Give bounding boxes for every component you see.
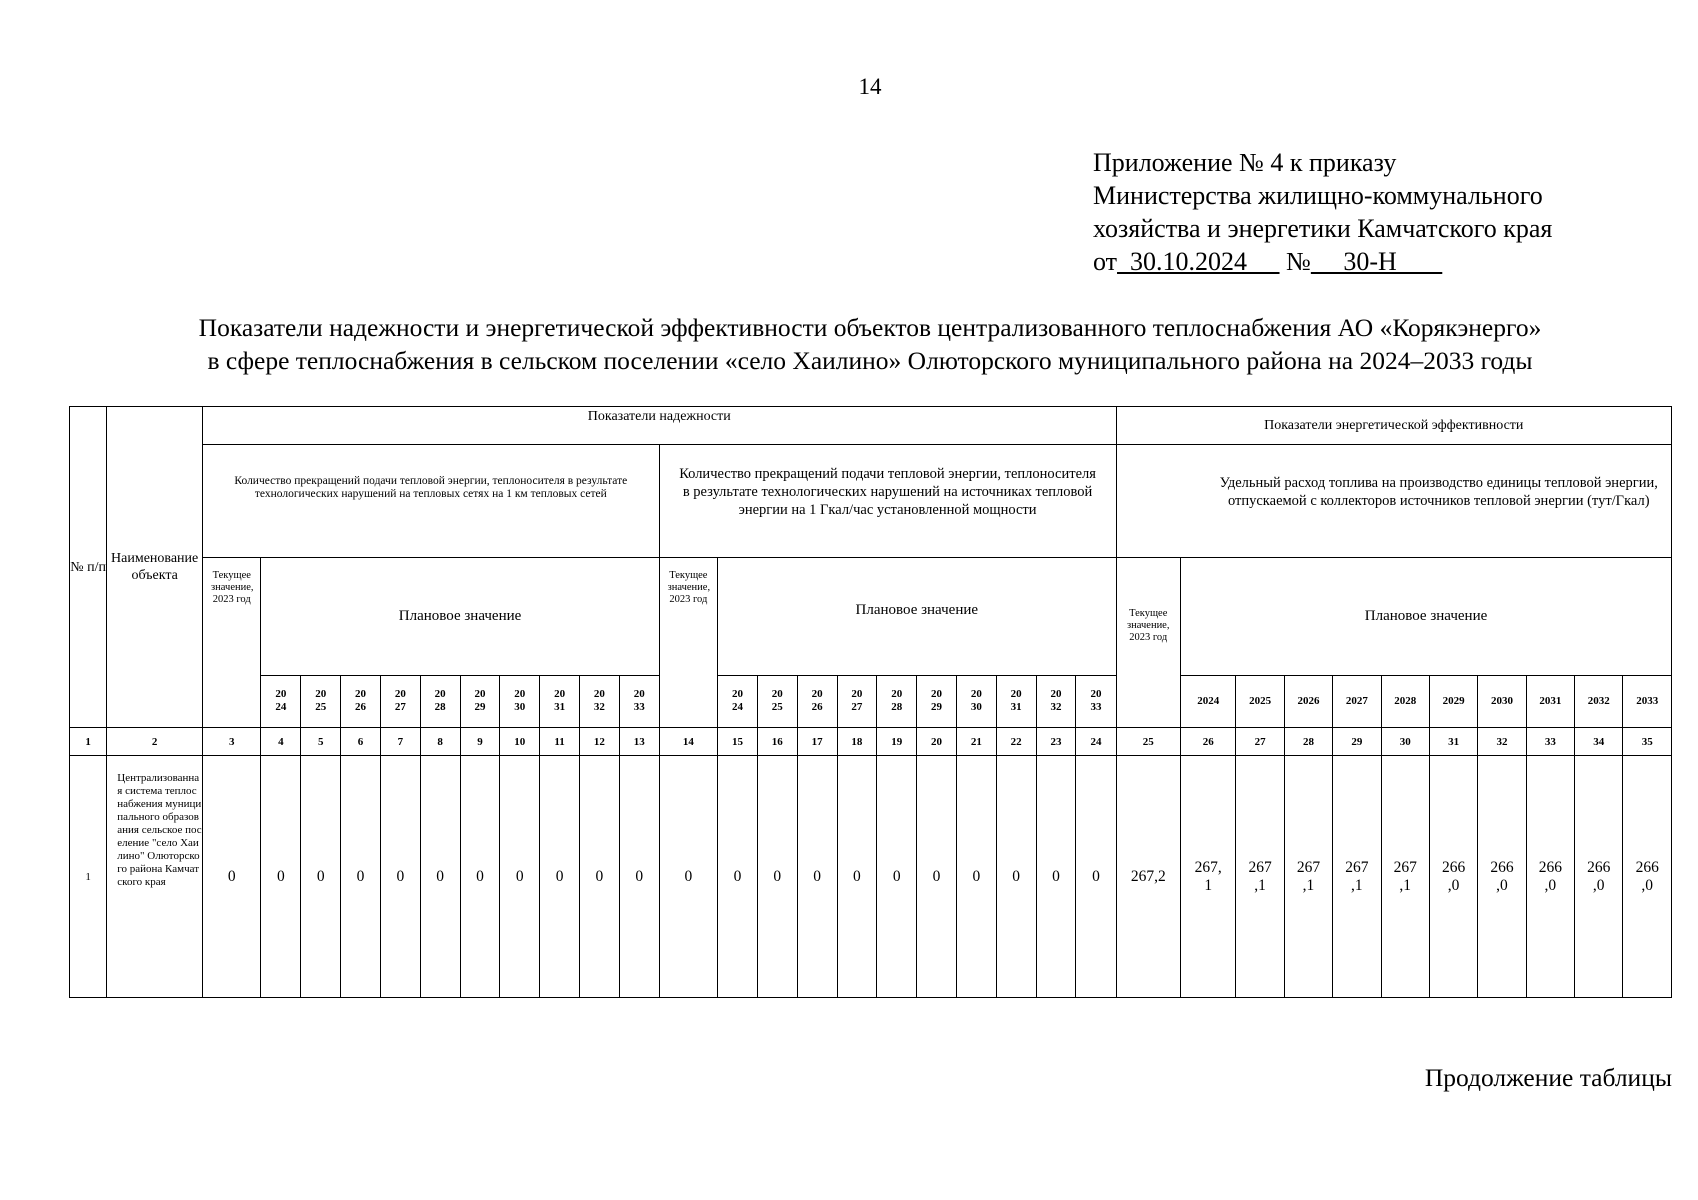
fuel-plan-2031: 266 ,0 [1526, 756, 1574, 998]
appendix-date-line [1093, 245, 1552, 278]
column-number-21: 21 [956, 728, 996, 756]
column-number-17: 17 [797, 728, 837, 756]
networks-year-2028: 20 28 [420, 675, 460, 727]
sources-plan-2028: 0 [877, 756, 917, 998]
networks-year-2027: 20 27 [380, 675, 420, 727]
column-number-22: 22 [996, 728, 1036, 756]
fuel-year-2033: 2033 [1623, 675, 1672, 727]
column-number-23: 23 [1036, 728, 1076, 756]
column-number-25: 25 [1116, 728, 1181, 756]
row-index: 1 [70, 756, 107, 998]
sources-plan-2024: 0 [718, 756, 758, 998]
number-label: № [1279, 247, 1311, 276]
networks-year-2033: 20 33 [619, 675, 659, 727]
column-number-13: 13 [619, 728, 659, 756]
sources-plan-2026: 0 [797, 756, 837, 998]
column-number-1: 1 [70, 728, 107, 756]
fuel-year-2028: 2028 [1381, 675, 1429, 727]
sources-year-2032: 20 32 [1036, 675, 1076, 727]
fuel-plan-2027: 267 ,1 [1333, 756, 1381, 998]
column-number-24: 24 [1076, 728, 1116, 756]
sources-plan-2031: 0 [996, 756, 1036, 998]
column-number-10: 10 [500, 728, 540, 756]
sources-plan-2032: 0 [1036, 756, 1076, 998]
row-object-name: Централизованная система теплоснабжения муниципального образования сельское поселение "село Хаилино" Олюторского района Камчатского края [107, 756, 203, 998]
appendix-line-3: хозяйства и энергетики Камчатского края [1093, 214, 1553, 243]
header-networks-planned: Плановое значение [261, 558, 659, 676]
fuel-year-2032: 2032 [1575, 675, 1623, 727]
indicators-table [69, 406, 1672, 998]
order-date: 30.10.2024 [1117, 247, 1280, 276]
header-sources-current: Текущее значение, 2023 год [659, 558, 717, 728]
table-row [70, 756, 1672, 998]
sources-year-2027: 20 27 [837, 675, 877, 727]
networks-year-2025: 20 25 [301, 675, 341, 727]
networks-plan-2026: 0 [341, 756, 381, 998]
fuel-year-2029: 2029 [1429, 675, 1477, 727]
fuel-year-2031: 2031 [1526, 675, 1574, 727]
networks-plan-2027: 0 [380, 756, 420, 998]
networks-plan-2030: 0 [500, 756, 540, 998]
column-number-29: 29 [1333, 728, 1381, 756]
sources-plan-2030: 0 [956, 756, 996, 998]
networks-year-2029: 20 29 [460, 675, 500, 727]
networks-plan-2032: 0 [579, 756, 619, 998]
networks-plan-2028: 0 [420, 756, 460, 998]
sources-year-2033: 20 33 [1076, 675, 1116, 727]
networks-year-2032: 20 32 [579, 675, 619, 727]
fuel-year-2030: 2030 [1478, 675, 1526, 727]
table-continuation-note: Продолжение таблицы [1424, 1063, 1672, 1092]
sources-year-2031: 20 31 [996, 675, 1036, 727]
header-fuel-current: Текущее значение, 2023 год [1116, 558, 1181, 728]
header-fuel-planned: Плановое значение [1181, 558, 1672, 676]
networks-plan-2031: 0 [540, 756, 580, 998]
fuel-plan-2033: 266 ,0 [1623, 756, 1672, 998]
appendix-line-2: Министерства жилищно-коммунального [1093, 181, 1543, 210]
header-sources-interruptions: Количество прекращений подачи тепловой энергии, теплоносителя в результате технологических нарушений на источниках тепловой энергии на 1 Гкал/час установленной мощности [659, 445, 1116, 558]
years-row [70, 675, 1672, 727]
from-label: от [1093, 247, 1118, 276]
networks-year-2030: 20 30 [500, 675, 540, 727]
column-number-16: 16 [757, 728, 797, 756]
sources-plan-2027: 0 [837, 756, 877, 998]
fuel-year-2025: 2025 [1236, 675, 1284, 727]
sources-current-value: 0 [659, 756, 717, 998]
header-fuel-consumption: Удельный расход топлива на производство единицы тепловой энергии, отпускаемой с коллекторов источников тепловой энергии (тут/Гкал) [1116, 445, 1672, 558]
sources-plan-2033: 0 [1076, 756, 1116, 998]
sources-year-2030: 20 30 [956, 675, 996, 727]
column-number-26: 26 [1181, 728, 1236, 756]
fuel-plan-2026: 267 ,1 [1284, 756, 1332, 998]
title-line-2: в сфере теплоснабжения в сельском поселении «село Хаилино» Олюторского муниципального района на 2024–2033 годы [207, 346, 1533, 375]
column-number-9: 9 [460, 728, 500, 756]
column-number-33: 33 [1526, 728, 1574, 756]
sources-plan-2025: 0 [757, 756, 797, 998]
column-numbers-row [70, 728, 1672, 756]
title-line-1: Показатели надежности и энергетической эффективности объектов централизованного теплоснабжения АО «Корякэнерго» [198, 313, 1542, 342]
networks-year-2026: 20 26 [341, 675, 381, 727]
networks-plan-2025: 0 [301, 756, 341, 998]
document-title [60, 311, 1680, 377]
column-number-35: 35 [1623, 728, 1672, 756]
networks-year-2024: 20 24 [261, 675, 301, 727]
column-number-5: 5 [301, 728, 341, 756]
fuel-current-value: 267,2 [1116, 756, 1181, 998]
column-number-34: 34 [1575, 728, 1623, 756]
fuel-plan-2029: 266 ,0 [1429, 756, 1477, 998]
column-number-30: 30 [1381, 728, 1429, 756]
fuel-plan-2024: 267, 1 [1181, 756, 1236, 998]
fuel-plan-2028: 267 ,1 [1381, 756, 1429, 998]
header-networks-current: Текущее значение, 2023 год [203, 558, 261, 728]
sources-year-2025: 20 25 [757, 675, 797, 727]
column-number-3: 3 [203, 728, 261, 756]
column-number-27: 27 [1236, 728, 1284, 756]
header-np: № п/п [70, 407, 107, 728]
networks-plan-2033: 0 [619, 756, 659, 998]
sources-year-2028: 20 28 [877, 675, 917, 727]
fuel-plan-2032: 266 ,0 [1575, 756, 1623, 998]
fuel-year-2024: 2024 [1181, 675, 1236, 727]
networks-current-value: 0 [203, 756, 261, 998]
networks-plan-2029: 0 [460, 756, 500, 998]
column-number-14: 14 [659, 728, 717, 756]
header-networks-interruptions: Количество прекращений подачи тепловой энергии, теплоносителя в результате технологических нарушений на тепловых сетях на 1 км тепловых сетей [203, 445, 660, 558]
column-number-20: 20 [917, 728, 957, 756]
column-number-31: 31 [1429, 728, 1477, 756]
fuel-year-2027: 2027 [1333, 675, 1381, 727]
header-reliability: Показатели надежности [203, 407, 1116, 445]
column-number-19: 19 [877, 728, 917, 756]
column-number-28: 28 [1284, 728, 1332, 756]
order-number: 30-Н [1310, 247, 1443, 276]
fuel-plan-2025: 267 ,1 [1236, 756, 1284, 998]
column-number-12: 12 [579, 728, 619, 756]
networks-plan-2024: 0 [261, 756, 301, 998]
fuel-year-2026: 2026 [1284, 675, 1332, 727]
sources-year-2026: 20 26 [797, 675, 837, 727]
sources-year-2029: 20 29 [917, 675, 957, 727]
column-number-6: 6 [341, 728, 381, 756]
column-number-18: 18 [837, 728, 877, 756]
column-number-4: 4 [261, 728, 301, 756]
sources-year-2024: 20 24 [718, 675, 758, 727]
networks-year-2031: 20 31 [540, 675, 580, 727]
fuel-plan-2030: 266 ,0 [1478, 756, 1526, 998]
column-number-11: 11 [540, 728, 580, 756]
header-efficiency: Показатели энергетической эффективности [1116, 407, 1672, 445]
column-number-7: 7 [380, 728, 420, 756]
header-sources-planned: Плановое значение [718, 558, 1116, 676]
appendix-line-1: Приложение № 4 к приказу [1093, 148, 1397, 177]
header-object-name: Наименование объекта [107, 407, 203, 728]
column-number-32: 32 [1478, 728, 1526, 756]
column-number-8: 8 [420, 728, 460, 756]
page-number: 14 [858, 74, 882, 99]
sources-plan-2029: 0 [917, 756, 957, 998]
column-number-2: 2 [107, 728, 203, 756]
column-number-15: 15 [718, 728, 758, 756]
appendix-block [1093, 146, 1552, 278]
